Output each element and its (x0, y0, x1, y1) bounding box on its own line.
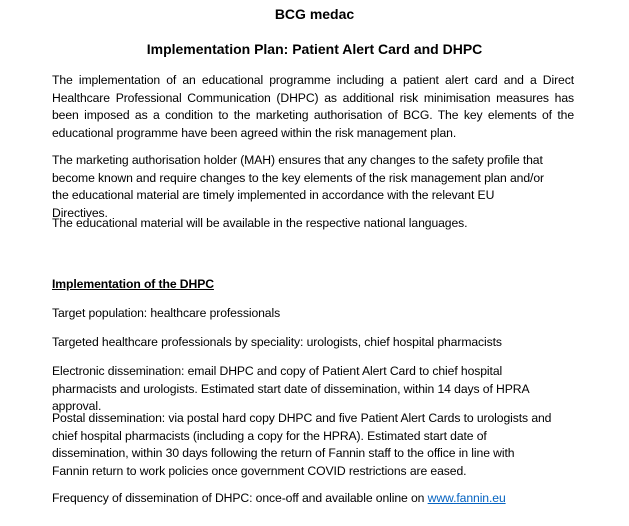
targeted-specialities: Targeted healthcare professionals by speciality: urologists, chief hospital pharmacists (52, 335, 502, 349)
dhpc-heading: Implementation of the DHPC (52, 277, 214, 291)
frequency-text: Frequency of dissemination of DHPC: once-off and available online on (52, 491, 428, 505)
target-population: Target population: healthcare professionals (52, 306, 281, 320)
mah-paragraph: The marketing authorisation holder (MAH) ensures that any changes to the safety profile that become known and require changes to the key elements of the risk management plan and/or the educational material are timely implemented in accordance with the relevant EU Directives. (52, 153, 544, 220)
intro-paragraph: The implementation of an educational programme including a patient alert card and a Direct Healthcare Professional Communication (DHPC) as additional risk minimisation measures has been imposed as a condition to the marketing authorisation of BCG. The key elements of the educational programme have been agreed within the risk management plan. (52, 73, 574, 140)
postal-dissemination: Postal dissemination: via postal hard copy DHPC and five Patient Alert Cards to urologists and chief hospital pharmacists (including a copy for the HPRA). Estimated start date of dissemination, within 30 days following the return of Fannin staff to the office in line with Fannin return to work policies once government COVID restrictions are eased. (52, 411, 552, 478)
electronic-dissemination: Electronic dissemination: email DHPC and copy of Patient Alert Card to chief hospital pharmacists and urologists. Estimated start date of dissemination, within 14 days of HPRA approval. (52, 364, 529, 413)
company-title: BCG medac (274, 6, 355, 22)
dissemination-frequency (52, 490, 574, 508)
fannin-website-link[interactable]: www.fannin.eu (427, 491, 506, 505)
language-paragraph: The educational material will be available in the respective national languages. (52, 216, 468, 230)
document-title: Implementation Plan: Patient Alert Card and DHPC (146, 41, 483, 57)
